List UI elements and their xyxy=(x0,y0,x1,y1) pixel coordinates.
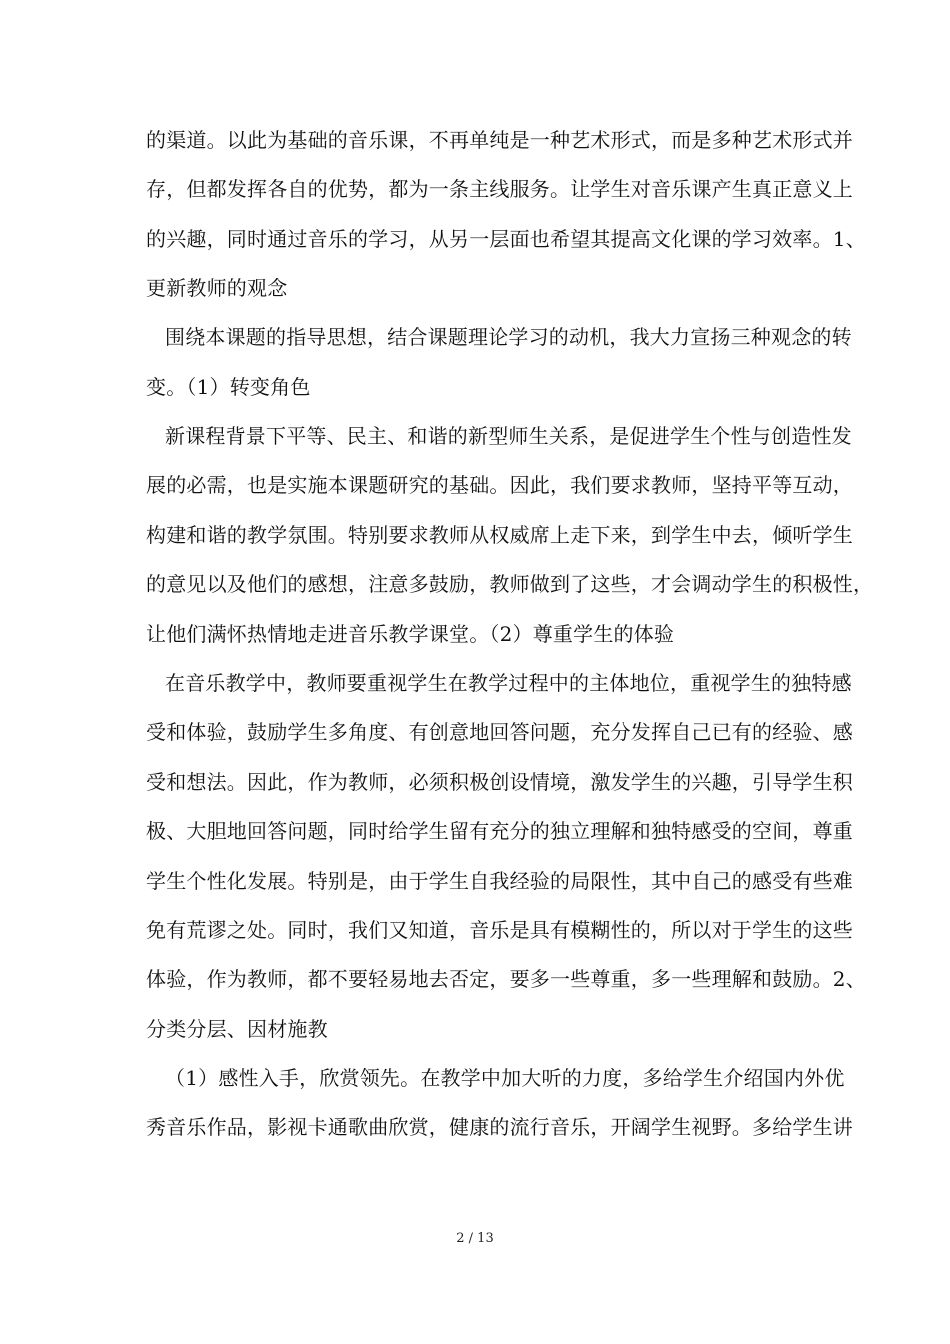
text-line: 受和想法。因此，作为教师，必须积极创设情境，激发学生的兴趣，引导学生积 xyxy=(146,770,853,794)
text-line: 分类分层、因材施教 xyxy=(146,1017,328,1041)
text-line: （1）感性入手，欣赏领先。在教学中加大听的力度，多给学生介绍国内外优 xyxy=(165,1066,845,1090)
text-line: 秀音乐作品，影视卡通歌曲欣赏，健康的流行音乐，开阔学生视野。多给学生讲 xyxy=(146,1115,853,1139)
text-line: 存，但都发挥各自的优势，都为一条主线服务。让学生对音乐课产生真正意义上 xyxy=(146,177,853,201)
text-line: 的兴趣，同时通过音乐的学习，从另一层面也希望其提高文化课的学习效率。1、 xyxy=(146,227,866,251)
text-line: 围绕本课题的指导思想，结合课题理论学习的动机，我大力宣扬三种观念的转 xyxy=(165,325,852,349)
text-line: 在音乐教学中，教师要重视学生在教学过程中的主体地位，重视学生的独特感 xyxy=(165,671,852,695)
text-line: 变。（1）转变角色 xyxy=(146,375,311,399)
text-line: 新课程背景下平等、民主、和谐的新型师生关系，是促进学生个性与创造性发 xyxy=(165,424,852,448)
text-line: 受和体验，鼓励学生多角度、有创意地回答问题，充分发挥自己已有的经验、感 xyxy=(146,720,853,744)
text-line: 更新教师的观念 xyxy=(146,276,288,300)
text-line: 极、大胆地回答问题，同时给学生留有充分的独立理解和独特感受的空间，尊重 xyxy=(146,819,853,843)
text-line: 构建和谐的教学氛围。特别要求教师从权威席上走下来，到学生中去，倾听学生 xyxy=(146,523,853,547)
text-line: 的意见以及他们的感想，注意多鼓励，教师做到了这些，才会调动学生的积极性， xyxy=(146,572,874,596)
page-number: 2 / 13 xyxy=(456,1231,494,1246)
text-line: 体验，作为教师，都不要轻易地去否定，要多一些尊重，多一些理解和鼓励。2、 xyxy=(146,967,866,991)
text-line: 的渠道。以此为基础的音乐课，不再单纯是一种艺术形式，而是多种艺术形式并 xyxy=(146,128,853,152)
text-line: 学生个性化发展。特别是，由于学生自我经验的局限性，其中自己的感受有些难 xyxy=(146,869,853,893)
text-line: 免有荒谬之处。同时，我们又知道，音乐是具有模糊性的，所以对于学生的这些 xyxy=(146,918,853,942)
text-line: 让他们满怀热情地走进音乐教学课堂。（2）尊重学生的体验 xyxy=(146,622,675,646)
text-line: 展的必需，也是实施本课题研究的基础。因此，我们要求教师，坚持平等互动， xyxy=(146,473,853,497)
